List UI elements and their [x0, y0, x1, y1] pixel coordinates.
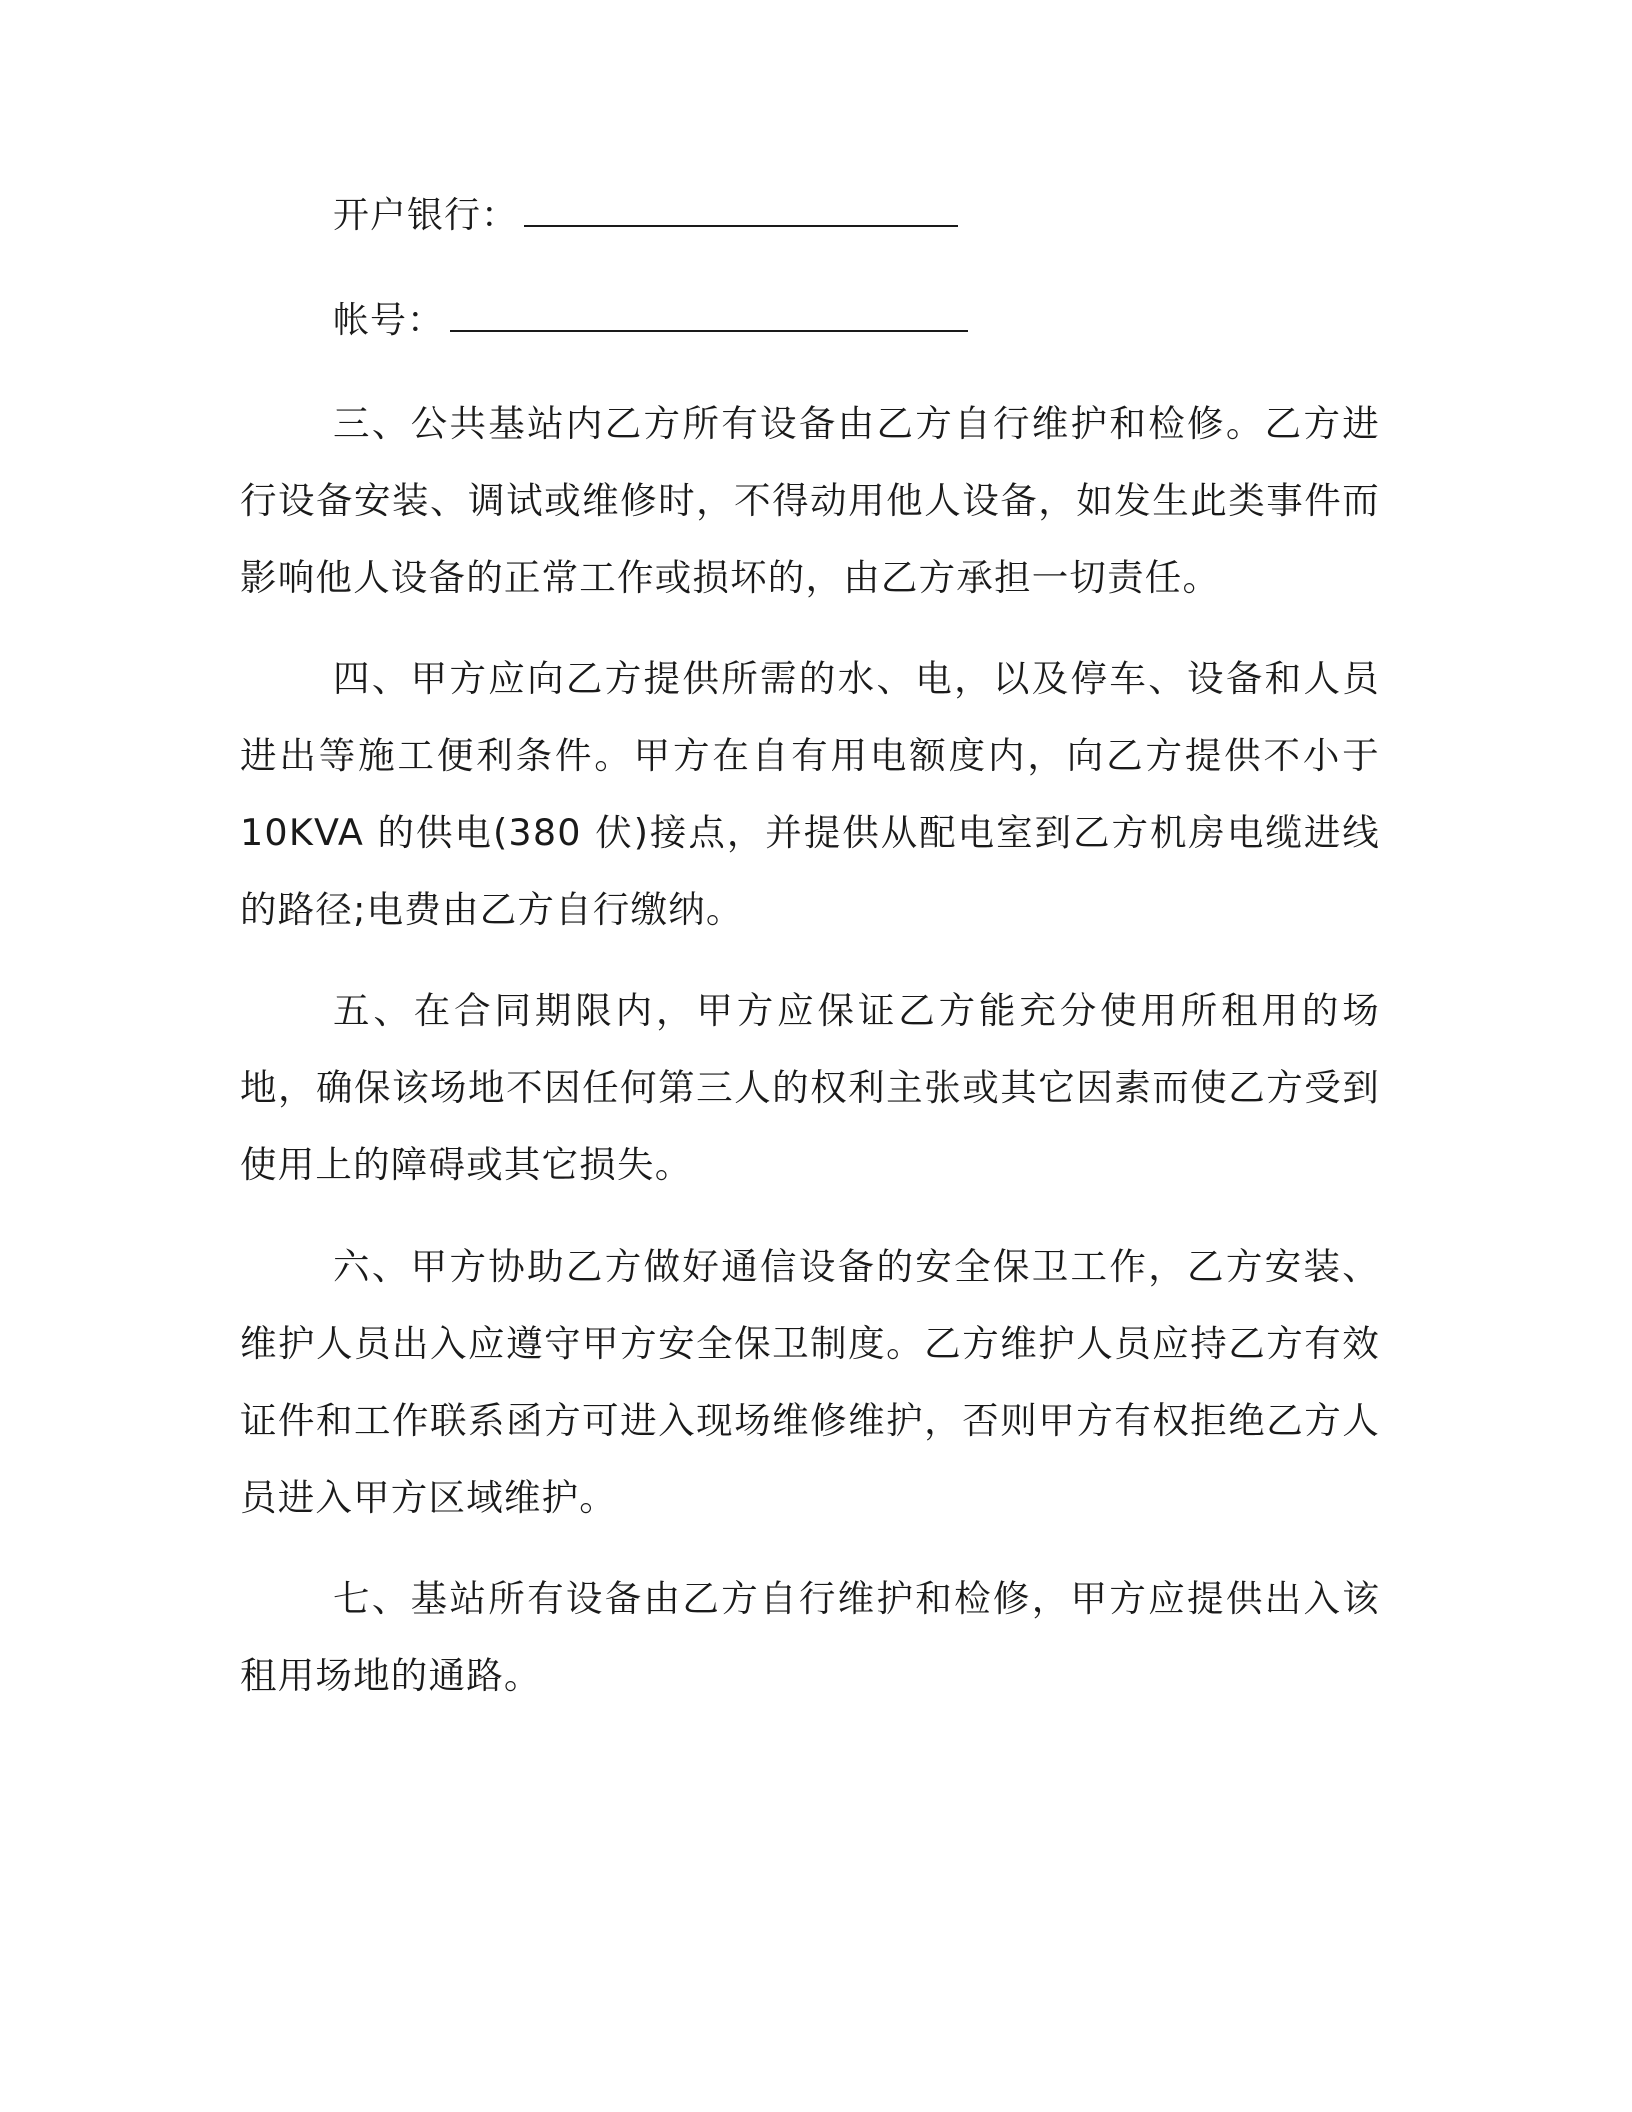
clause-5: 五、在合同期限内，甲方应保证乙方能充分使用所租用的场地，确保该场地不因任何第三人的权利主张或其它因素而使乙方受到使用上的障碍或其它损失。: [240, 989, 1380, 1186]
clause-4: 四、甲方应向乙方提供所需的水、电，以及停车、设备和人员进出等施工便利条件。甲方在自有用电额度内，向乙方提供不小于10KVA 的供电(380 伏)接点，并提供从配电室到乙方机房电缆进线的路径;电费由乙方自行缴纳。: [240, 657, 1380, 931]
clause-3: 三、公共基站内乙方所有设备由乙方自行维护和检修。乙方进行设备安装、调试或维修时，不得动用他人设备，如发生此类事件而影响他人设备的正常工作或损坏的，由乙方承担一切责任。: [240, 402, 1380, 599]
clause-7: 七、基站所有设备由乙方自行维护和检修，甲方应提供出入该租用场地的通路。: [240, 1577, 1380, 1697]
account-field-label: 帐号：: [333, 300, 445, 341]
account-field-blank[interactable]: [450, 298, 968, 332]
account-field: [333, 295, 968, 347]
bank-field-label: 开户银行：: [333, 195, 519, 236]
clause-6: 六、甲方协助乙方做好通信设备的安全保卫工作，乙方安装、维护人员出入应遵守甲方安全保卫制度。乙方维护人员应持乙方有效证件和工作联系函方可进入现场维修维护，否则甲方有权拒绝乙方人员进入甲方区域维护。: [240, 1245, 1380, 1519]
bank-field-blank[interactable]: [524, 193, 958, 227]
bank-field: [333, 190, 958, 242]
